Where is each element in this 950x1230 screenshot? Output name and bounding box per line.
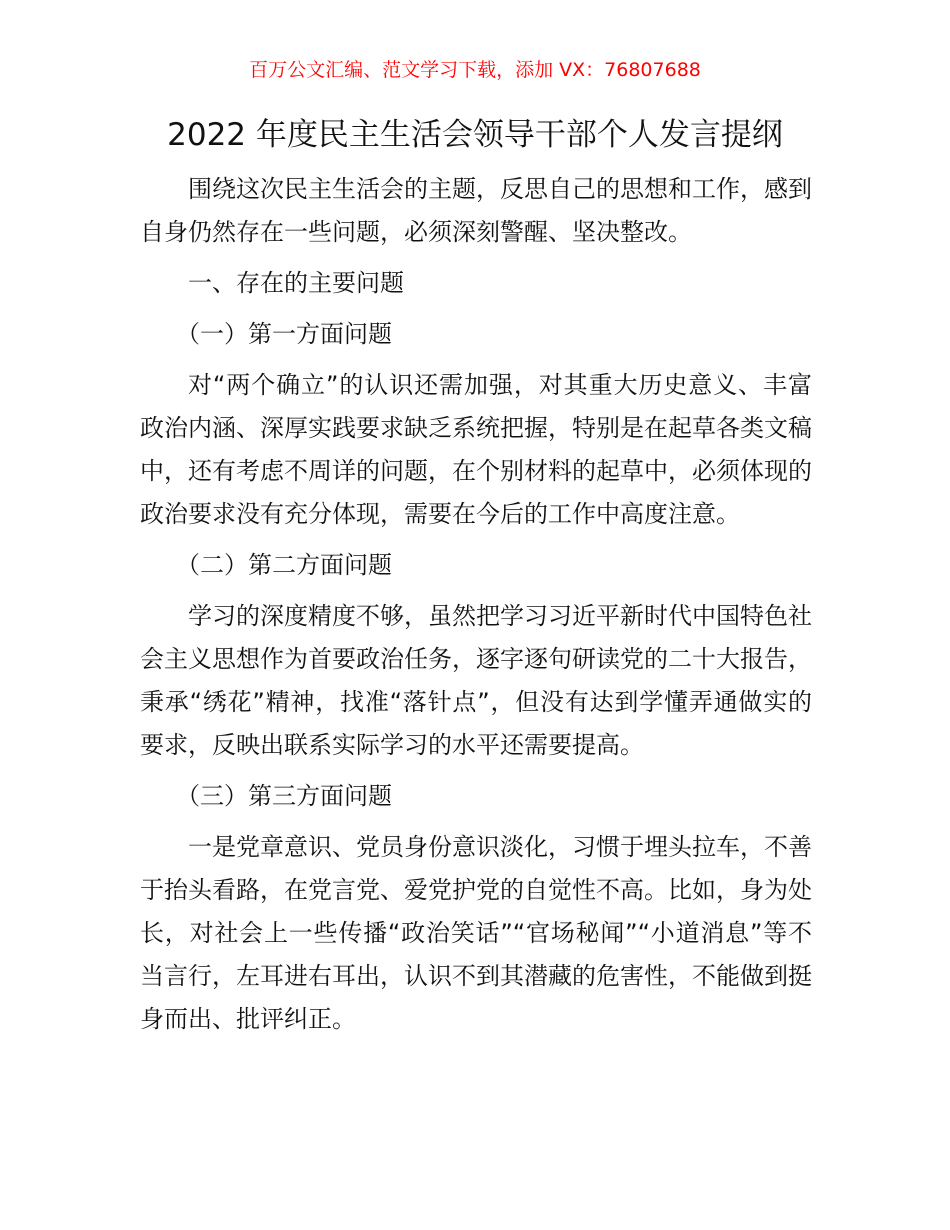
document-body (140, 168, 812, 1049)
document-title: 2022 年度民主生活会领导干部个人发言提纲 (167, 117, 783, 153)
subsection-paragraph-3: 一是党章意识、党员身份意识淡化，习惯于埋头拉车，不善于抬头看路，在党言党、爱党护党的自觉性不高。比如，身为处长，对社会上一些传播“政治笑话”“官场秘闻”“小道消息”等不当言行，左耳进右耳出，认识不到其潜藏的危害性，不能做到挺身而出、批评纠正。 (140, 833, 812, 1033)
subsection-paragraph-1: 对“两个确立”的认识还需加强，对其重大历史意义、丰富政治内涵、深厚实践要求缺乏系统把握，特别是在起草各类文稿中，还有考虑不周详的问题，在个别材料的起草中，必须体现的政治要求没有充分体现，需要在今后的工作中高度注意。 (140, 371, 812, 528)
intro-paragraph: 围绕这次民主生活会的主题，反思自己的思想和工作，感到自身仍然存在一些问题，必须深刻警醒、坚决整改。 (140, 175, 812, 246)
header-banner: 百万公文汇编、范文学习下载，添加 VX：76807688 (249, 59, 701, 81)
section-heading-main-problems: 一、存在的主要问题 (188, 269, 404, 297)
subsection-heading-2: （二）第二方面问题 (176, 551, 392, 579)
subsection-heading-3: （三）第三方面问题 (176, 782, 392, 810)
subsection-heading-1: （一）第一方面问题 (176, 320, 392, 348)
subsection-paragraph-2: 学习的深度精度不够，虽然把学习习近平新时代中国特色社会主义思想作为首要政治任务，逐字逐句研读党的二十大报告，秉承“绣花”精神，找准“落针点”，但没有达到学懂弄通做实的要求，反映出联系实际学习的水平还需要提高。 (140, 602, 812, 759)
